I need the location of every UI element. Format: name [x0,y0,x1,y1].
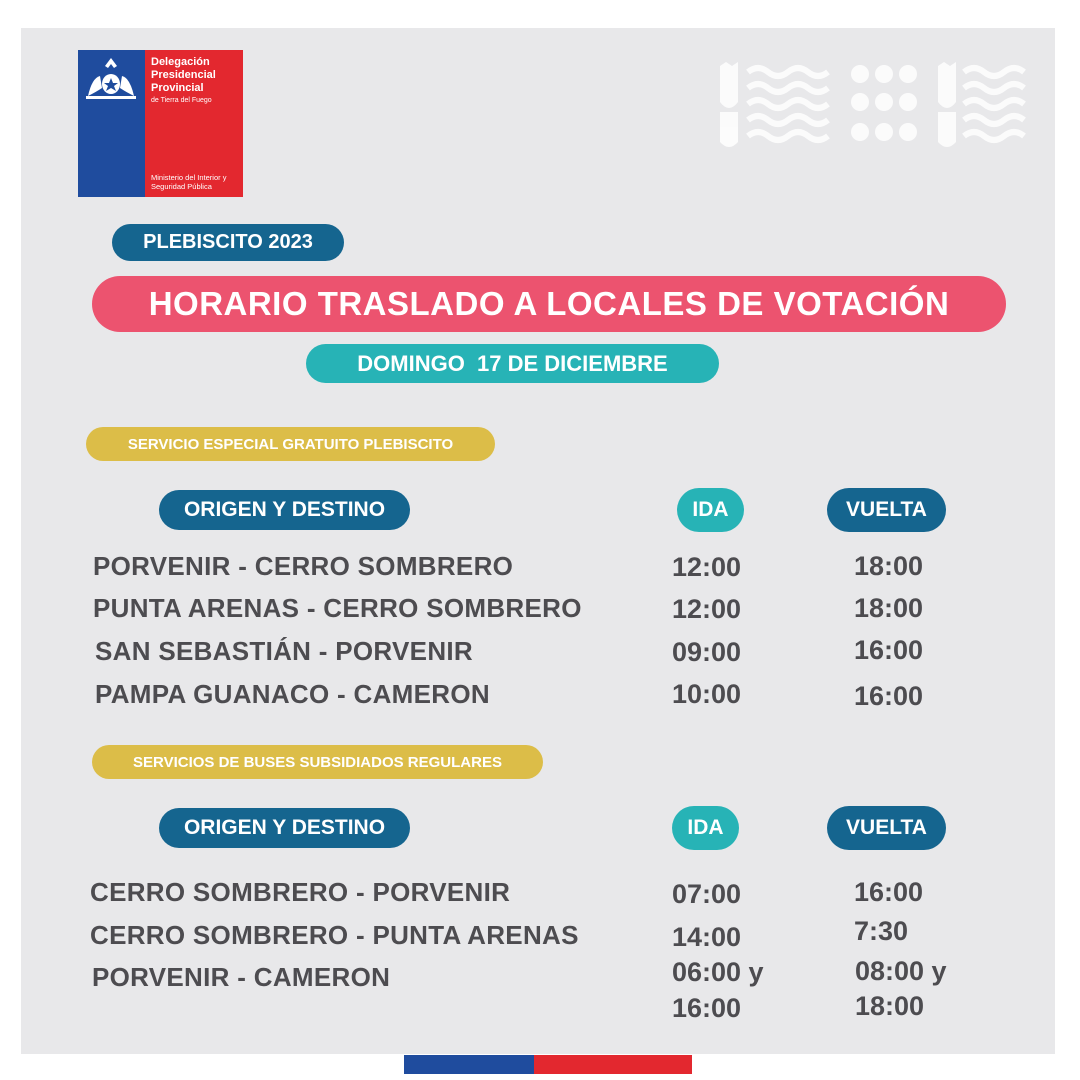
logo-blue-panel [78,50,145,197]
plebiscito-badge: PLEBISCITO 2023 [112,224,344,261]
section2-row-1-ida: 07:00 [672,879,742,909]
section2-row-2-route: CERRO SOMBRERO - PUNTA ARENAS [90,920,579,950]
flag-stripe-blue [404,1055,534,1074]
section2-row-3-route: PORVENIR - CAMERON [92,962,391,992]
government-logo [78,50,243,197]
section1-row-3-route: SAN SEBASTIÁN - PORVENIR [95,636,473,666]
section2-row-1-route: CERRO SOMBRERO - PORVENIR [90,877,511,907]
section2-row-3-vuelta: 08:00 y [855,956,947,986]
page-title: HORARIO TRASLADO A LOCALES DE VOTACIÓN [92,276,1006,332]
section2-row-3-ida: 06:00 y [672,957,764,987]
logo-ministry: Ministerio del Interior y Seguridad Pública [151,173,227,191]
section1-row-4-vuelta: 16:00 [854,681,924,711]
logo-line-3: Provincial [151,82,204,94]
logo-line-4: de Tierra del Fuego [151,97,212,104]
section2-label: SERVICIOS DE BUSES SUBSIDIADOS REGULARES [92,745,543,779]
section1-row-4-ida: 10:00 [672,679,742,709]
section2-header-ida: IDA [672,806,739,850]
section2-row-3-ida-second: 16:00 [672,993,742,1023]
date-banner: DOMINGO 17 DE DICIEMBRE [306,344,719,383]
section1-label: SERVICIO ESPECIAL GRATUITO PLEBISCITO [86,427,495,461]
section2-row-2-ida: 14:00 [672,922,742,952]
section1-row-1-route: PORVENIR - CERRO SOMBRERO [93,551,514,581]
section1-row-1-vuelta: 18:00 [854,551,924,581]
logo-red-panel [145,50,243,197]
section1-row-4-route: PAMPA GUANACO - CAMERON [95,679,490,709]
section1-row-2-ida: 12:00 [672,594,742,624]
flag-stripe-red [534,1055,692,1074]
section1-header-vuelta: VUELTA [827,488,946,532]
section2-row-3-vuelta-second: 18:00 [855,991,925,1021]
section1-row-2-route: PUNTA ARENAS - CERRO SOMBRERO [93,593,582,623]
section1-header-route: ORIGEN Y DESTINO [159,490,410,530]
section1-row-2-vuelta: 18:00 [854,593,924,623]
section2-row-2-vuelta: 7:30 [854,916,909,946]
section1-row-1-ida: 12:00 [672,552,742,582]
coat-of-arms-icon [78,54,145,114]
section1-row-3-vuelta: 16:00 [854,635,924,665]
logo-line-1: Delegación [151,56,210,68]
decorative-pattern-icon [718,62,1038,148]
section1-row-3-ida: 09:00 [672,637,742,667]
section2-header-route: ORIGEN Y DESTINO [159,808,410,848]
section1-header-ida: IDA [677,488,744,532]
logo-line-2: Presidencial [151,69,216,81]
section2-row-1-vuelta: 16:00 [854,877,924,907]
section2-header-vuelta: VUELTA [827,806,946,850]
